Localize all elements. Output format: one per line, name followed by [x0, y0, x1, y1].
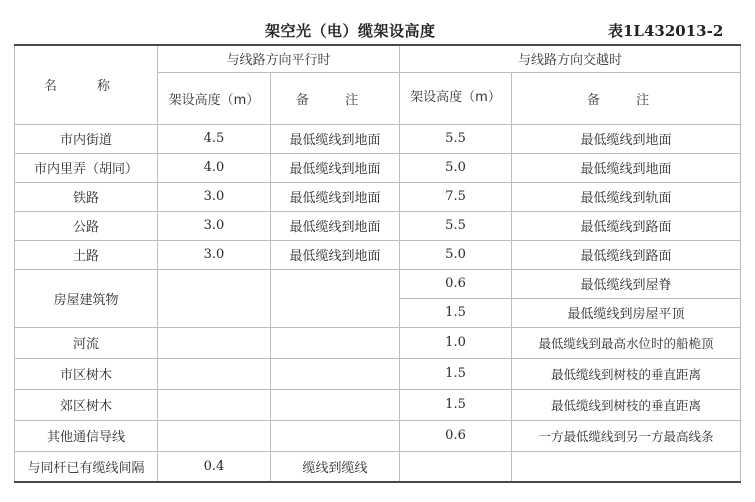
crossing-note: 最低缆线到房屋平顶	[512, 298, 741, 327]
crossing-note: 最低缆线到地面	[512, 124, 741, 153]
crossing-note: 最低缆线到屋脊	[512, 269, 741, 298]
table-row	[15, 240, 741, 269]
table-row	[15, 451, 741, 482]
row-name: 郊区树木	[15, 389, 158, 420]
header-name: 名 称	[15, 45, 158, 124]
row-name: 市内街道	[15, 124, 158, 153]
row-name: 铁路	[15, 182, 158, 211]
crossing-height: 5.5	[400, 124, 512, 153]
row-name: 土路	[15, 240, 158, 269]
crossing-height: 5.0	[400, 240, 512, 269]
parallel-height: 3.0	[158, 240, 271, 269]
row-name: 其他通信导线	[15, 420, 158, 451]
parallel-height	[158, 389, 271, 420]
parallel-note: 最低缆线到地面	[271, 240, 400, 269]
parallel-note	[271, 420, 400, 451]
crossing-note: 最低缆线到路面	[512, 211, 741, 240]
table-row	[15, 153, 741, 182]
crossing-height: 5.0	[400, 153, 512, 182]
crossing-height: 1.5	[400, 298, 512, 327]
table-caption	[0, 18, 755, 44]
parallel-height: 3.0	[158, 182, 271, 211]
crossing-note: 一方最低缆线到另一方最高线条	[512, 420, 741, 451]
crossing-height: 0.6	[400, 420, 512, 451]
row-name: 公路	[15, 211, 158, 240]
crossing-note: 最低缆线到路面	[512, 240, 741, 269]
parallel-height: 3.0	[158, 211, 271, 240]
header-crossing: 与线路方向交越时	[400, 45, 741, 72]
header-remark-parallel: 备 注	[271, 72, 400, 124]
parallel-height	[158, 269, 271, 327]
table-row	[15, 211, 741, 240]
header-parallel: 与线路方向平行时	[158, 45, 400, 72]
table-number: 表1L432013-2	[608, 22, 724, 40]
crossing-height: 1.5	[400, 389, 512, 420]
table-row	[15, 420, 741, 451]
crossing-note	[512, 451, 741, 482]
crossing-height: 0.6	[400, 269, 512, 298]
parallel-note: 最低缆线到地面	[271, 182, 400, 211]
parallel-note	[271, 358, 400, 389]
parallel-note	[271, 389, 400, 420]
table-row	[15, 327, 741, 358]
parallel-note: 缆线到缆线	[271, 451, 400, 482]
row-name: 房屋建筑物	[15, 269, 158, 327]
table-row	[15, 182, 741, 211]
table-row	[15, 269, 741, 298]
table-row	[15, 358, 741, 389]
crossing-height: 1.5	[400, 358, 512, 389]
parallel-note: 最低缆线到地面	[271, 211, 400, 240]
parallel-note: 最低缆线到地面	[271, 124, 400, 153]
crossing-note: 最低缆线到树枝的垂直距离	[512, 389, 741, 420]
parallel-height: 4.5	[158, 124, 271, 153]
row-name: 市内里弄（胡同）	[15, 153, 158, 182]
crossing-note: 最低缆线到地面	[512, 153, 741, 182]
row-name: 与同杆已有缆线间隔	[15, 451, 158, 482]
parallel-height: 0.4	[158, 451, 271, 482]
table-row	[15, 389, 741, 420]
parallel-note	[271, 269, 400, 327]
crossing-note: 最低缆线到树枝的垂直距离	[512, 358, 741, 389]
header-height-crossing: 架设高度（m）	[400, 72, 512, 124]
header-remark-crossing: 备 注	[512, 72, 741, 124]
header-height-parallel: 架设高度（m）	[158, 72, 271, 124]
cable-height-table	[14, 44, 741, 483]
parallel-height: 4.0	[158, 153, 271, 182]
parallel-note: 最低缆线到地面	[271, 153, 400, 182]
parallel-height	[158, 358, 271, 389]
row-name: 市区树木	[15, 358, 158, 389]
row-name: 河流	[15, 327, 158, 358]
table-title: 架空光（电）缆架设高度	[265, 22, 436, 40]
table-row	[15, 124, 741, 153]
crossing-height	[400, 451, 512, 482]
crossing-height: 7.5	[400, 182, 512, 211]
parallel-height	[158, 420, 271, 451]
crossing-height: 5.5	[400, 211, 512, 240]
crossing-note: 最低缆线到轨面	[512, 182, 741, 211]
crossing-height: 1.0	[400, 327, 512, 358]
parallel-note	[271, 327, 400, 358]
crossing-note: 最低缆线到最高水位时的船桅顶	[512, 327, 741, 358]
parallel-height	[158, 327, 271, 358]
